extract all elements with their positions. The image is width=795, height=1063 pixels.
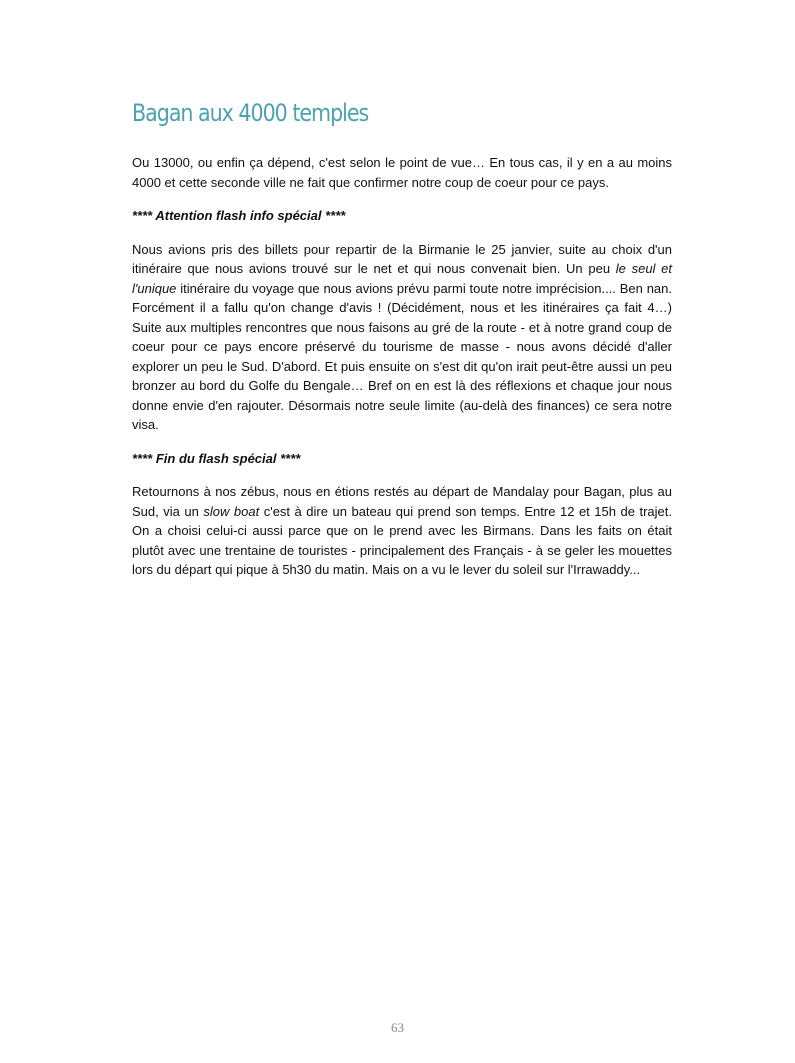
boat-paragraph-text: Retournons à nos zébus, nous en étions restés au départ de Mandalay pour Bagan, plus au Sud, via un <box>132 484 672 519</box>
flash-info-start: **** Attention flash info spécial **** <box>132 208 346 223</box>
boat-paragraph-italic: slow boat <box>203 503 260 519</box>
flash-info-end: **** Fin du flash spécial **** <box>132 450 301 466</box>
article-body <box>132 153 672 594</box>
boat-paragraph <box>132 482 672 580</box>
boat-paragraph-text-end: c'est à dire un bateau qui prend son temps. Entre 12 et 15h de trajet. On a choisi celui-ci aussi parce que on le prend avec les Birmans. Dans les faits on était plutôt avec une trentaine de touristes - principalement des Français - à se geler les mouettes lors du départ qui pique à 5h30 du matin. Mais on a vu le lever du soleil sur l'Irrawaddy... <box>132 503 672 577</box>
intro-paragraph: Ou 13000, ou enfin ça dépend, c'est selon le point de vue… En tous cas, il y en a au moins 4000 et cette seconde ville ne fait que confirmer notre coup de coeur pour ce pays. <box>132 155 672 190</box>
page-title: Bagan aux 4000 temples <box>132 99 369 127</box>
flash-paragraph-text-end: itinéraire du voyage que nous avions prévu parmi toute notre imprécision.... Ben nan. Forcément il a fallu qu'on change d'avis ! (Décidément, nous et les itinéraires ça fait 4…) Suite aux multiples rencontres que nous faisons au gré de la route - et à notre grand coup de coeur pour ce pays encore préservé du tourisme de masse - nous avons décidé d'aller explorer un peu le Sud. D'abord. Et puis ensuite on s'est dit qu'on irait peut-être aussi un peu bronzer au bord du Golfe du Bengale… Bref on en est là des réflexions et chaque jour nous donne envie d'en rajouter. Désormais notre seule limite (au-delà des finances) ce sera notre visa. <box>132 280 672 432</box>
flash-paragraph-text: Nous avions pris des billets pour repartir de la Birmanie le 25 janvier, suite au choix d'un itinéraire que nous avions trouvé sur le net et qui nous convenait bien. Un peu <box>132 241 672 276</box>
flash-paragraph <box>132 240 672 435</box>
page-number: 63 <box>391 1020 404 1035</box>
flash-paragraph-italic: le seul et l'unique <box>132 261 672 296</box>
